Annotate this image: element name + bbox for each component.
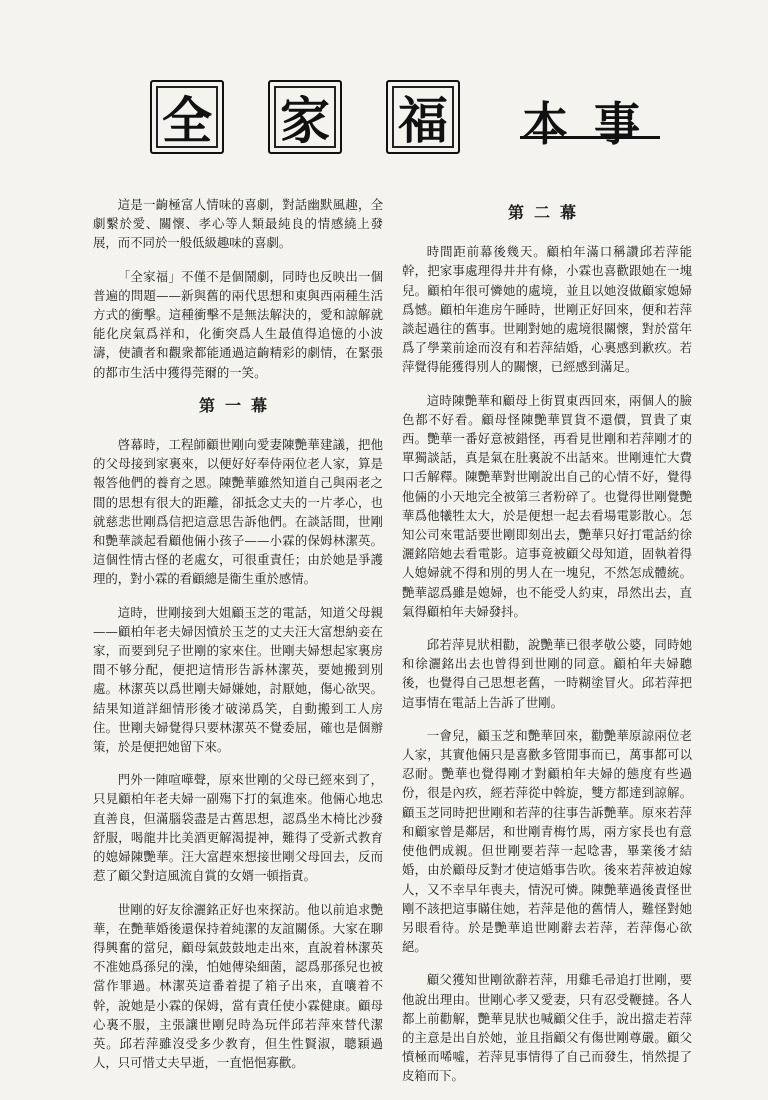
act1-paragraph: 啓幕時，工程師顧世剛向愛妻陳艷華建議，把他的父母接到家裏來，以便好好奉侍兩位老人家，算是報答他們的養育之恩。陳艷華雖然知道自己與兩老之間的思想有很大的距離，卻抵念丈夫的一片孝心，也就慈悲世剛爲信把這意思告訴他們。在談話間，世剛和艷華談起看顧他倆小孩子——小霖的保姆林潔英。這個性情古怪的老處女，可很重責任；由於她是爭護理的，對小霖的看顧總是衞生重於感情。 [93, 437, 383, 587]
subtitle-char-1: 本 [522, 97, 568, 151]
intro-paragraph: 這是一齣極富人情味的喜劇，對話幽默風趣，全劇繫於愛、關懷、孝心等人類最純良的情感繞上發展，而不同於一般低級趣味的喜劇。 [93, 197, 383, 251]
title-char-2: 家 [268, 80, 342, 154]
act2-paragraph: 一會兒，顧玉芝和艷華回來，勸艷華原諒兩位老人家，其實他倆只是喜歡多管閒事而已，萬事都可以忍耐。艷華也覺得剛才對顧柏年夫婦的態度有些過份，很是內疚，經若萍從中斡旋，雙方都達到諒解。顧玉芝同時把世剛和若萍的往事告訴艷華。原來若萍和顧家曾是鄰居，和世剛青梅竹馬，兩方家長也有意使他們成親。但世剛要若萍一起唸書，畢業後才結婚，由於顧母反對才使這婚事告吹。後來若萍被迫嫁人，又不幸早年喪夫，情況可憐。陳艷華過後責怪世剛不該把這事瞞住她，若萍是他的舊情人，難怪對她另眼看待。於是艷華追世剛辭去若萍，若萍傷心欲絕。 [402, 727, 692, 955]
subtitle-underline [520, 130, 660, 139]
act2-paragraph: 顧父獲知世剛欲辭若萍，用雞毛帚追打世剛，要他說出理由。世剛心孝又愛妻，只有忍受鞭撻。各人都上前勸解，艷華見狀也喊顧父住手，說出擋走若萍的主意是出自於她，並且指顧父有傷世剛尊嚴。顧父憤極而唏噓，若萍見事情得了自己而發生，悄然提了皮箱而下。 [402, 972, 692, 1084]
title-char-1: 全 [150, 80, 224, 154]
act2-paragraph: 時間距前幕後幾天。顧柏年滿口稱讚邱若萍能幹，把家事處理得井井有條，小霖也喜歡跟她在一塊兒。顧柏年很可憐她的處境，並且以她沒做顧家媳婦爲憾。顧柏年進房午睡時，世剛正好回來，便和若萍談起過往的舊事。世剛對她的處境很關懷，對於當年爲了學業前途而沒有和若萍結婚，心裏感到歉疚。若萍覺得能獲得別人的關懷，已經感到滿足。 [402, 244, 692, 375]
act1-heading: 第一幕 [198, 395, 277, 415]
right-column [402, 195, 692, 1100]
act2-heading: 第二幕 [507, 203, 586, 222]
left-column [93, 195, 383, 1086]
title-block [0, 70, 768, 165]
act1-paragraph: 門外一陣喧嘩聲，原來世剛的父母已經來到了，只見顧柏年老夫婦一副殤下打的氣進來。他倆心地忠直善良，但滿腦袋盡是古舊思想，認爲坐木椅比沙發舒服，喝龍井比美酒更解渴提神，難得了受新式教育的媳婦陳艷華。汪大富趕來想接世剛父母回去，反而惹了顧父對這風流自賞的女婿一頓指責。 [93, 772, 383, 884]
act1-paragraph: 世剛的好友徐灑銘正好也來探訪。他以前追求艷華，在艷華婚後還保持着純潔的友誼關係。大家在聊得興奮的當兒，顧母氣鼓鼓地走出來，直說着林潔英不准她爲孫兒的澡，怕她傳染細菌，認爲那孫兒也被當作罪過。林潔英這番着提了箱子出來，直嚷着不幹，說她是小霖的保姆，當有責任使小霖健康。顧母心裏不服，主張讓世剛兒時為玩伴邱若萍來替代潔英。邱若萍雖沒受多少教育，但生性賢淑，聰穎過人，只可惜丈夫早逝，一直悒悒寡歡。 [93, 901, 383, 1071]
act2-paragraph: 這時陳艷華和顧母上街買東西回來，兩個人的臉色都不好看。顧母怪陳艷華買貨不還價，買貴了東西。艷華一番好意被錯怪，再看見世剛和若萍剛才的單獨談話，真是氣在肚裏說不出話來。世剛連忙大費口舌解釋。陳艷華對世剛說出自己的心情不好，覺得他倆的小天地完全被第三者粉碎了。也覺得世剛覺艷華爲他犧牲太大，於是便想一起去看場電影散心。怎知公司來電話要世剛即刻出去，艷華只好打電話約徐灑銘陪她去看電影。這事竟被顧父母知道，固執着得人媳婦就不得和別的男人在一塊兒，不然怎成體統。艷華認爲雖是媳婦，也不能受人約束，昂然出去，直氣得顧柏年夫婦發抖。 [402, 392, 692, 619]
intro-paragraph: 「全家福」不僅不是個鬧劇，同時也反映出一個普遍的問題——新與舊的兩代思想和東與西兩種生活方式的衝擊。這種衝擊不是無法解決的，愛和諒解就能化戾氣爲祥和，化衝突爲人生最值得追憶的小波濤，使讀者和觀衆都能通過這齣精彩的劇情，在緊張的都市生活中獲得莞爾的一笑。 [93, 268, 383, 380]
act2-paragraph: 邱若萍見狀相勸，說艷華已很孝敬公婆，同時她和徐灑銘出去也曾得到世剛的同意。顧柏年夫婦聽後，也覺得自己思想老舊，一時糊塗冒火。邱若萍把這事情在電話上告訴了世剛。 [402, 637, 692, 710]
act1-paragraph: 這時，世剛接到大姐顧玉芝的電話，知道父母親——顧柏年老夫婦因憤於玉芝的丈夫汪大富想納妾在家，而要到兒子世剛的家來住。世剛夫婦想起家裏房間不够分配，便把這情形告訴林潔英，要她搬到別處。林潔英以爲世剛夫婦嫌她，討厭她，傷心欲哭。結果知道詳細情形後才破涕爲笑，自動搬到工人房住。世剛夫婦覺得只要林潔英不覺委屈，確也是個辦策，於是便把她留下來。 [93, 604, 383, 755]
subtitle-char-2: 事 [594, 97, 640, 151]
title-char-3: 福 [386, 80, 460, 154]
